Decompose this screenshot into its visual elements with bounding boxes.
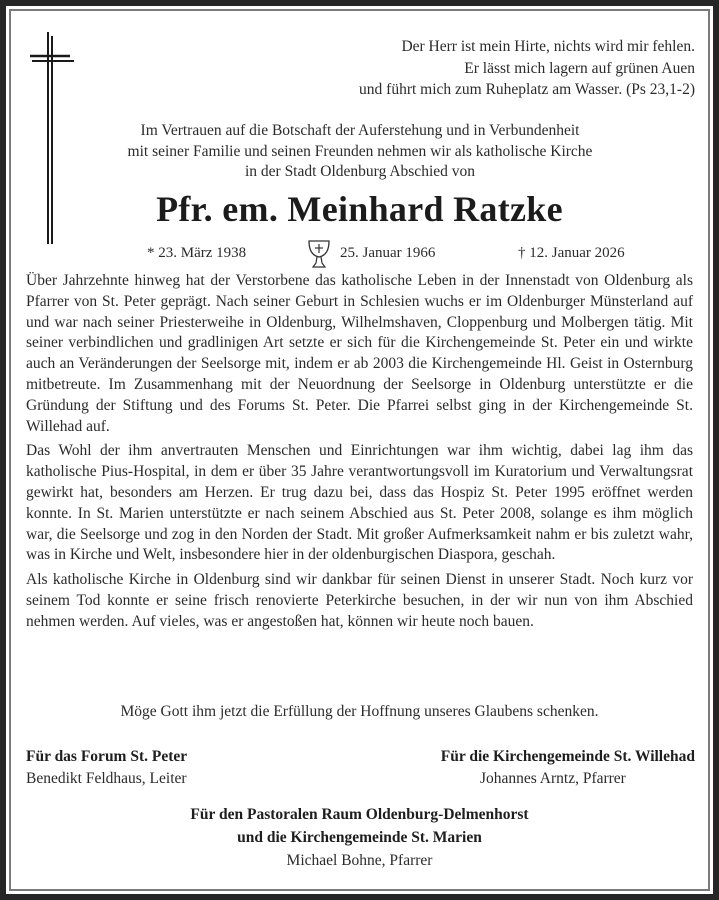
- intro-text: [60, 121, 660, 183]
- signature-person: Michael Bohne, Pfarrer: [286, 852, 433, 869]
- body-paragraph: Das Wohl der ihm anvertrauten Menschen und Einrichtungen war ihm wichtig, dabei lag ihm das katholische Pius-Hospital, in dem er über 35 Jahre verantwortungsvoll im Kuratorium und Verwaltungsrat gewirkt hat, besonders am Herzen. Er trug dazu bei, dass das Hospiz St. Peter 1995 eröffnet werden konnte. In St. Marien unterstützte er nach seinem Abschied aus St. Peter 2008, solange es ihm möglich war, die Seelsorge und zog in den Norden der Stadt. Mit großer Aufmerksamkeit nahm er bis zuletzt wahr, was in Kirche und Welt, insbesondere hier in der oldenburgischen Diaspora, geschah.: [26, 442, 693, 564]
- signature-person: Johannes Arntz, Pfarrer: [479, 770, 626, 787]
- obituary-body: [26, 271, 693, 637]
- signature-st-willehad: [441, 746, 695, 790]
- body-paragraph: Über Jahrzehnte hinweg hat der Verstorbene das katholische Leben in der Innenstadt von Oldenburg als Pfarrer von St. Peter geprägt. Nach seiner Geburt in Schlesien wuchs er im Oldenburger Münsterland auf und war nach seiner Priesterweihe in Oldenburg, Wilhelmshaven, Cloppenburg und Molbergen tätig. Mit seiner verbindlichen und gradlinigen Art setzte er sich für die Kirchengemeinde St. Peter ein und wirkte auch an Veränderungen der Seelsorge mit, indem er ab 2003 die Kirchengemeinde Hl. Geist in Osternburg mitbetreute. Im Zusammenhang mit der Neuordnung der Seelsorge in Oldenburg unterstützte er die Gründung der Stiftung und des Forums St. Peter. Die Pfarrei selbst ging in der Kirchengemeinde St. Willehad auf.: [26, 272, 693, 435]
- intro-line: in der Stadt Oldenburg Abschied von: [244, 163, 476, 180]
- deceased-name: Pfr. em. Meinhard Ratzke: [156, 189, 563, 229]
- body-paragraph: Als katholische Kirche in Oldenburg sind wir dankbar für seinen Dienst in unserer Stadt. Noch kurz vor seinem Tod konnte er seine frisch renovierte Peterkirche besuchen, in der wir nun von ihm Abschied nehmen werden. Auf vieles, was er angestoßen hat, können wir heute noch bauen.: [26, 571, 693, 630]
- signature-forum-st-peter: [26, 746, 187, 790]
- psalm-line: Er lässt mich lagern auf grünen Auen: [464, 59, 695, 77]
- signature-org-line2: und die Kirchengemeinde St. Marien: [237, 829, 482, 846]
- signature-org-line1: Für den Pastoralen Raum Oldenburg-Delmenhorst: [190, 806, 529, 823]
- signature-pastoral-area: [0, 803, 719, 872]
- intro-line: Im Vertrauen auf die Botschaft der Auferstehung und in Verbundenheit: [140, 122, 580, 139]
- ordination-date: 25. Januar 1966: [340, 245, 436, 261]
- death-date: † 12. Januar 2026: [518, 245, 625, 261]
- chalice-icon: [304, 239, 334, 269]
- intro-line: mit seiner Familie und seinen Freunden nehmen wir als katholische Kirche: [127, 142, 593, 160]
- signature-org: Für die Kirchengemeinde St. Willehad: [440, 748, 695, 765]
- signature-org: Für das Forum St. Peter: [26, 748, 188, 765]
- life-dates: [0, 245, 719, 269]
- signature-person: Benedikt Feldhaus, Leiter: [26, 770, 187, 787]
- psalm-line: und führt mich zum Ruheplatz am Wasser. (Ps 23,1-2): [359, 81, 695, 98]
- birth-date: * 23. März 1938: [147, 245, 247, 261]
- psalm-line: Der Herr ist mein Hirte, nichts wird mir fehlen.: [401, 38, 695, 55]
- closing-blessing: Möge Gott ihm jetzt die Erfüllung der Hoffnung unseres Glaubens schenken.: [120, 703, 599, 720]
- psalm-quote: [359, 36, 695, 101]
